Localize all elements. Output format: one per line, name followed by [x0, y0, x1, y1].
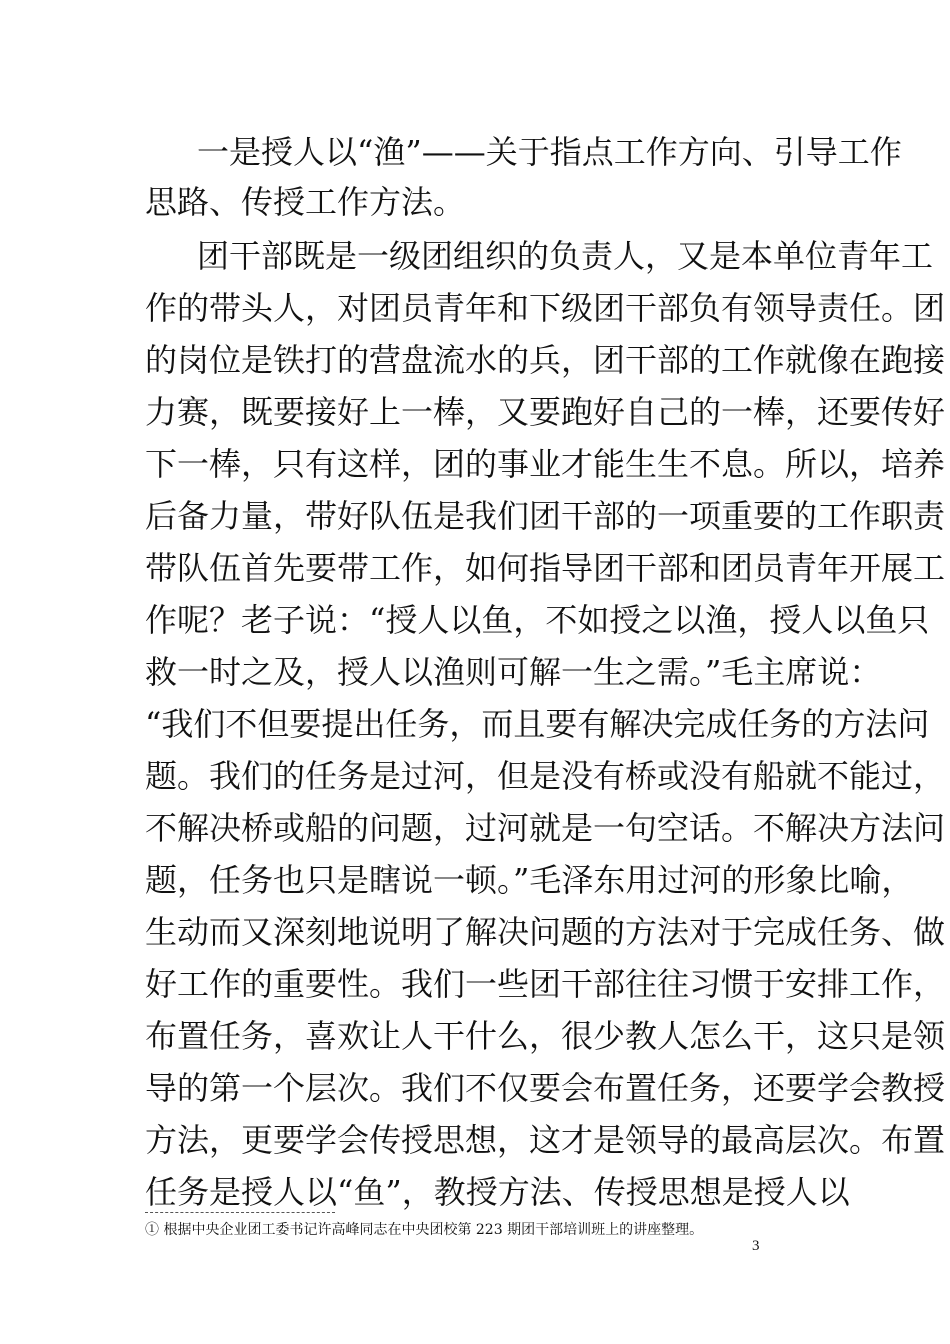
footnote-separator [145, 1212, 335, 1213]
paragraph-line: 力赛，既要接好上一棒，又要跑好自己的一棒，还要传好 [145, 393, 946, 431]
paragraph-line: 作的带头人，对团员青年和下级团干部负有领导责任。团 [145, 289, 946, 327]
paragraph-line: 布置任务，喜欢让人干什么，很少教人怎么干，这只是领 [145, 1017, 946, 1055]
paragraph-line: 作呢？老子说：“授人以鱼，不如授之以渔，授人以鱼只 [145, 601, 930, 639]
paragraph-line: 好工作的重要性。我们一些团干部往往习惯于安排工作， [145, 965, 946, 1003]
paragraph-line: 生动而又深刻地说明了解决问题的方法对于完成任务、做 [145, 913, 946, 951]
paragraph-line: 后备力量，带好队伍是我们团干部的一项重要的工作职责 [145, 497, 946, 535]
paragraph-line: 题。我们的任务是过河，但是没有桥或没有船就不能过， [145, 757, 946, 795]
section-heading-line-2: 思路、传授工作方法。 [145, 183, 466, 221]
paragraph-line: 方法，更要学会传授思想，这才是领导的最高层次。布置 [145, 1121, 946, 1159]
paragraph-line: 的岗位是铁打的营盘流水的兵，团干部的工作就像在跑接 [145, 341, 946, 379]
footnote: ① 根据中央企业团工委书记许高峰同志在中央团校第 223 期团干部培训班上的讲座整理。 [145, 1222, 704, 1238]
section-heading-line-1: 一是授人以“渔”——关于指点工作方向、引导工作 [197, 133, 902, 171]
paragraph-line: 带队伍首先要带工作，如何指导团干部和团员青年开展工 [145, 549, 946, 587]
paragraph-line: “我们不但要提出任务，而且要有解决完成任务的方法问 [145, 705, 930, 743]
paragraph-line: 不解决桥或船的问题，过河就是一句空话。不解决方法问 [145, 809, 946, 847]
paragraph-line: 下一棒，只有这样，团的事业才能生生不息。所以，培养 [145, 445, 946, 483]
page-number: 3 [752, 1238, 760, 1254]
paragraph-line: 团干部既是一级团组织的负责人，又是本单位青年工 [197, 237, 934, 275]
paragraph-line: 任务是授人以“鱼”，教授方法、传授思想是授人以 [145, 1173, 850, 1211]
paragraph-line: 导的第一个层次。我们不仅要会布置任务，还要学会教授 [145, 1069, 946, 1107]
paragraph-line: 救一时之及，授人以渔则可解一生之需。”毛主席说： [145, 653, 882, 691]
paragraph-line: 题，任务也只是瞎说一顿。”毛泽东用过河的形象比喻， [145, 861, 914, 899]
